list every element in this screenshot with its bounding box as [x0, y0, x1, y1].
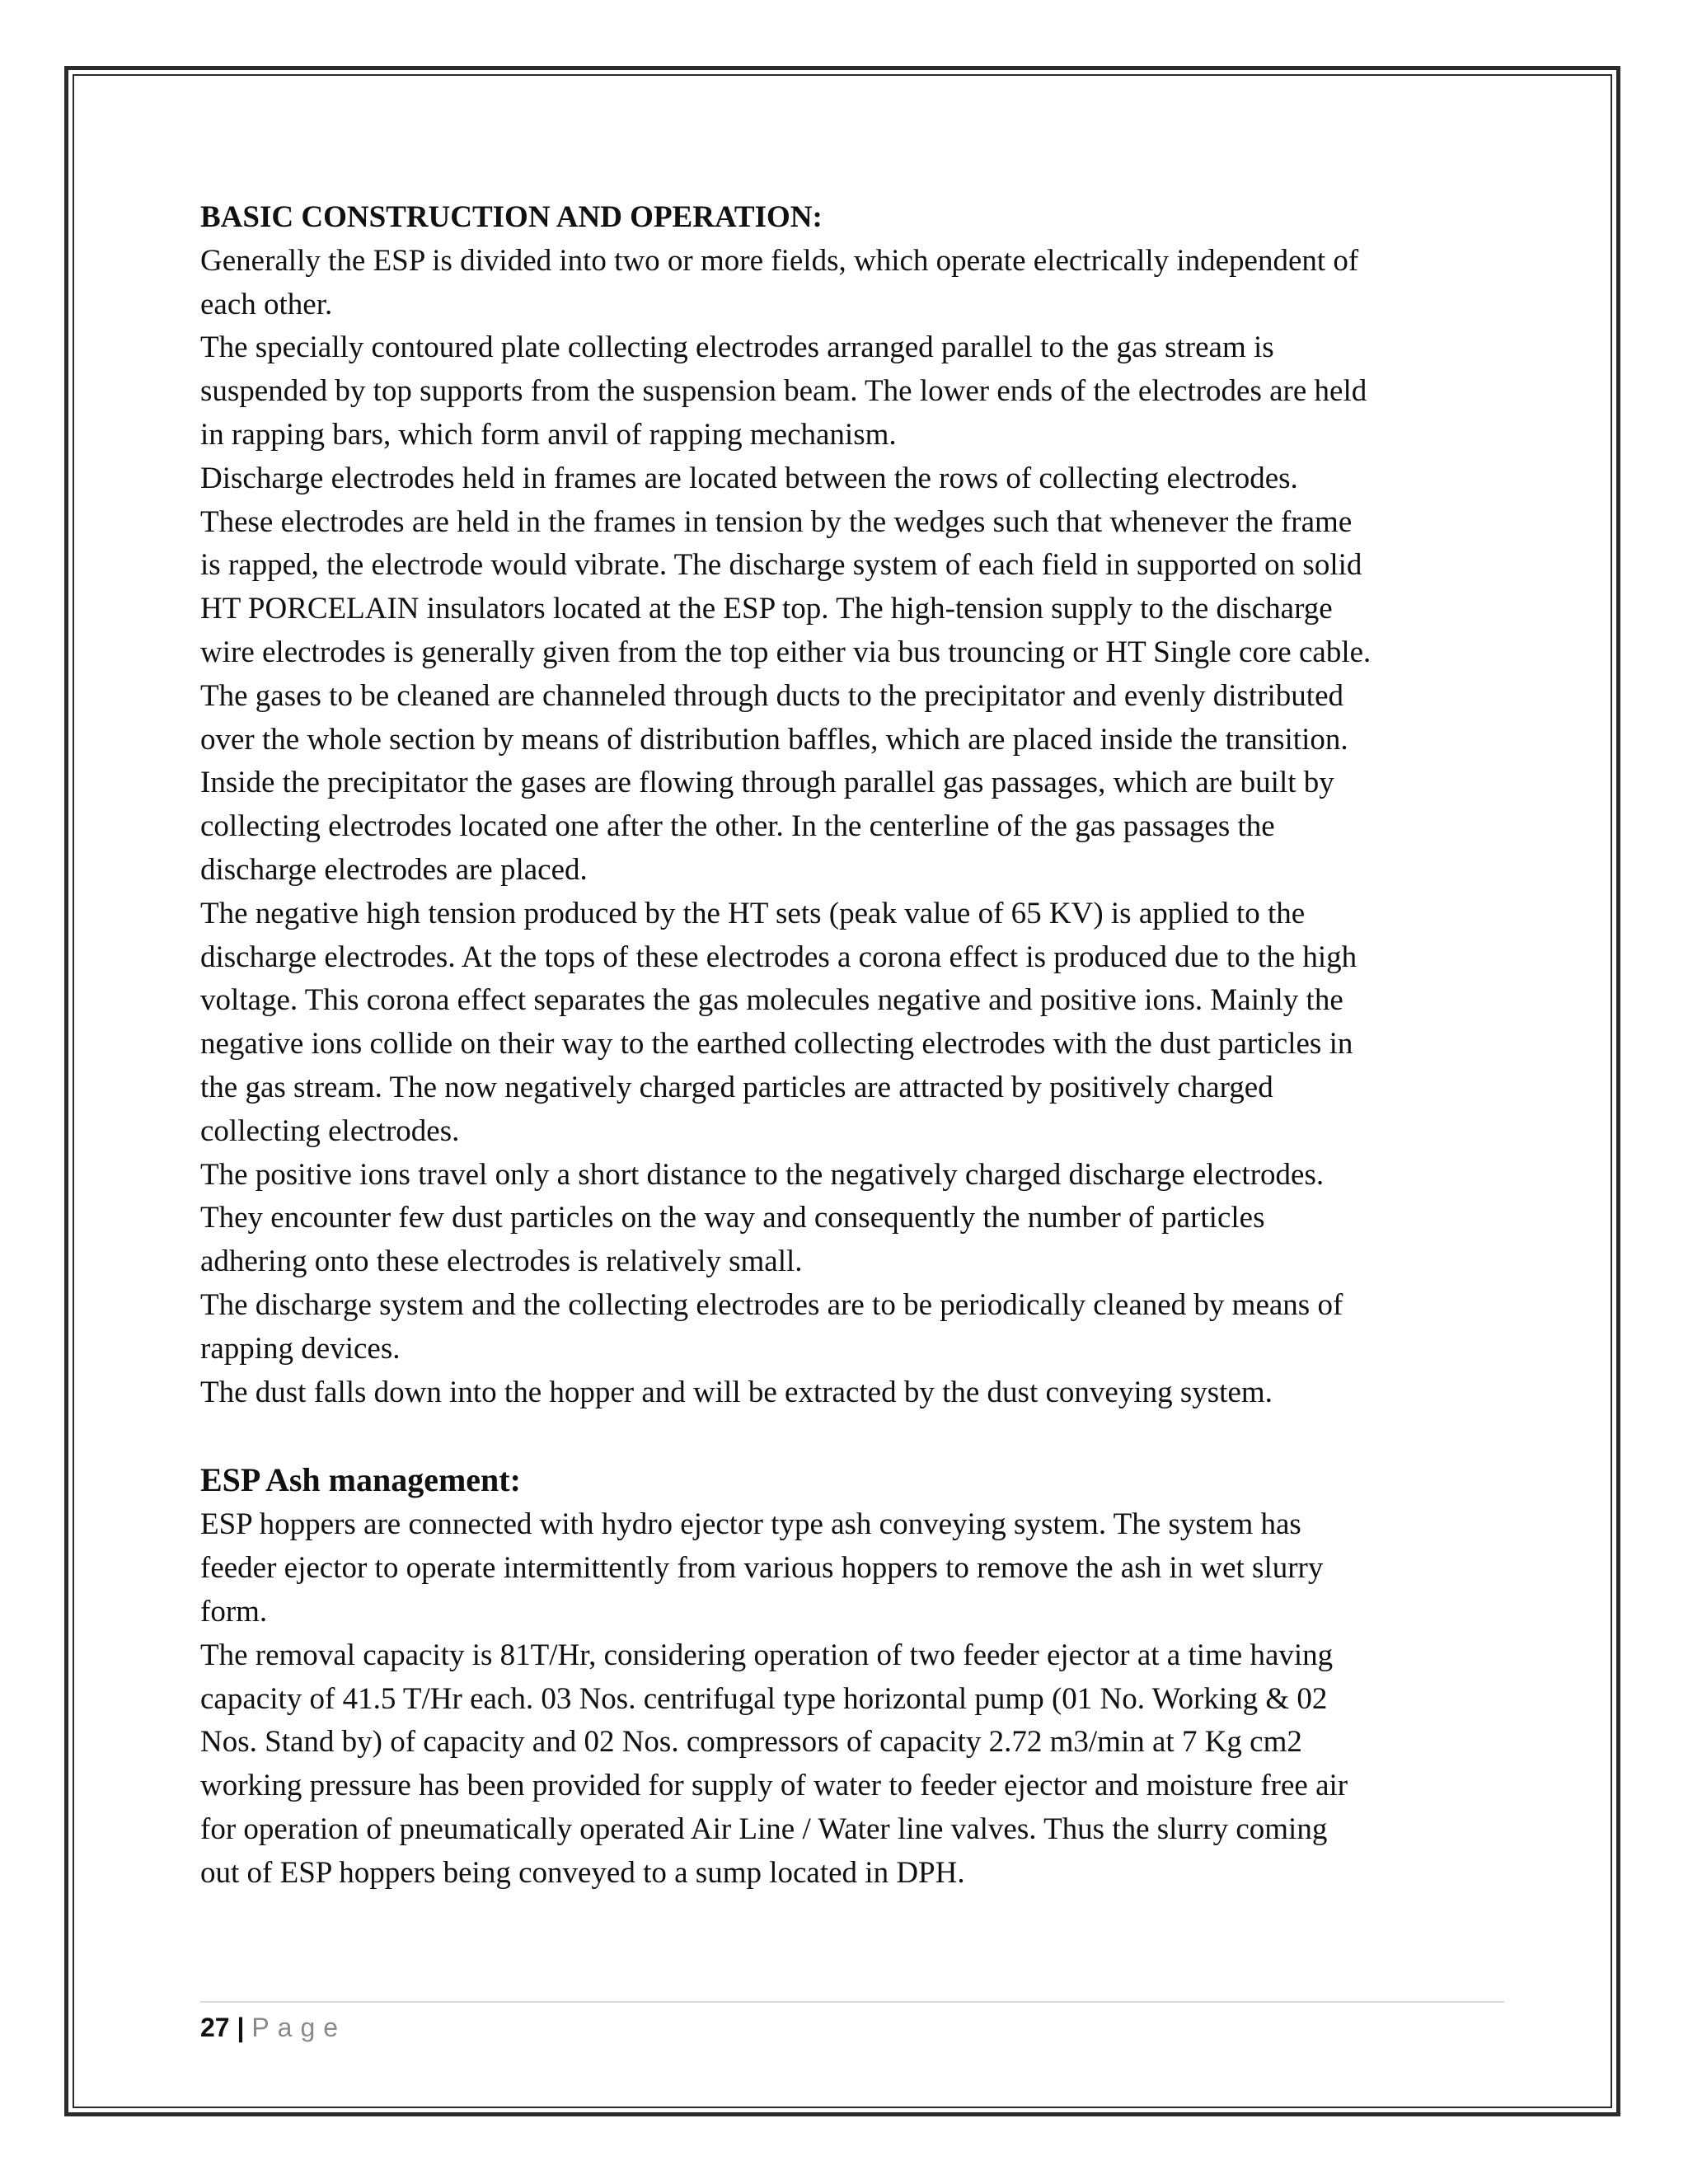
text-line: out of ESP hoppers being conveyed to a sump located in DPH.: [200, 1855, 965, 1890]
text-line: The discharge system and the collecting electrodes are to be periodically cleaned by means of: [200, 1287, 1343, 1322]
text-line: The gases to be cleaned are channeled through ducts to the precipitator and evenly distributed: [200, 678, 1343, 713]
page-number: 27: [200, 2013, 230, 2042]
text-line: Inside the precipitator the gases are flowing through parallel gas passages, which are built by: [200, 766, 1334, 800]
page-content: [200, 196, 1503, 1895]
footer-divider: [200, 2001, 1504, 2003]
text-line: feeder ejector to operate intermittently from various hoppers to remove the ash in wet slurry: [200, 1551, 1324, 1586]
section-body-basic-construction: [200, 240, 1503, 1415]
text-line: The dust falls down into the hopper and will be extracted by the dust conveying system.: [200, 1375, 1273, 1409]
page-label: Page: [251, 2013, 347, 2042]
text-line: wire electrodes is generally given from the top either via bus trouncing or HT Single core cable.: [200, 635, 1372, 669]
page-footer: [200, 2011, 346, 2044]
text-line: Generally the ESP is divided into two or more fields, which operate electrically independent of: [200, 243, 1359, 278]
text-line: These electrodes are held in the frames in tension by the wedges such that whenever the frame: [200, 504, 1353, 539]
text-line: in rapping bars, which form anvil of rapping mechanism.: [200, 417, 897, 452]
section-gap: [200, 1414, 1503, 1457]
text-line: They encounter few dust particles on the way and consequently the number of particles: [200, 1201, 1265, 1235]
text-line: for operation of pneumatically operated Air Line / Water line valves. Thus the slurry coming: [200, 1811, 1328, 1846]
text-line: The specially contoured plate collecting electrodes arranged parallel to the gas stream is: [200, 330, 1274, 365]
text-line: the gas stream. The now negatively charged particles are attracted by positively charged: [200, 1070, 1273, 1104]
text-line: capacity of 41.5 T/Hr each. 03 Nos. centrifugal type horizontal pump (01 No. Working & 02: [200, 1681, 1328, 1716]
section-heading-ash-management: ESP Ash management:: [200, 1461, 521, 1499]
text-line: rapping devices.: [200, 1331, 401, 1366]
text-line: form.: [200, 1594, 268, 1629]
text-line: The positive ions travel only a short distance to the negatively charged discharge electrodes.: [200, 1157, 1325, 1192]
text-line: Nos. Stand by) of capacity and 02 Nos. compressors of capacity 2.72 m3/min at 7 Kg cm2: [200, 1725, 1302, 1760]
text-line: collecting electrodes.: [200, 1113, 460, 1148]
text-line: The negative high tension produced by the HT sets (peak value of 65 KV) is applied to the: [200, 896, 1306, 930]
text-line: suspended by top supports from the suspension beam. The lower ends of the electrodes are held: [200, 374, 1367, 409]
text-line: collecting electrodes located one after the other. In the centerline of the gas passages the: [200, 809, 1275, 844]
text-line: HT PORCELAIN insulators located at the ESP top. The high-tension supply to the discharge: [200, 592, 1333, 626]
text-line: over the whole section by means of distribution baffles, which are placed inside the transition.: [200, 722, 1348, 757]
text-line: each other.: [200, 287, 333, 321]
text-line: discharge electrodes. At the tops of these electrodes a corona effect is produced due to the high: [200, 940, 1357, 974]
text-line: negative ions collide on their way to the earthed collecting electrodes with the dust particles in: [200, 1027, 1353, 1062]
text-line: ESP hoppers are connected with hydro ejector type ash conveying system. The system has: [200, 1507, 1301, 1542]
page-separator: |: [237, 2013, 245, 2042]
text-line: working pressure has been provided for supply of water to feeder ejector and moisture free air: [200, 1769, 1348, 1803]
section-heading-basic-construction: BASIC CONSTRUCTION AND OPERATION:: [200, 200, 823, 234]
text-line: adhering onto these electrodes is relatively small.: [200, 1244, 803, 1279]
text-line: The removal capacity is 81T/Hr, considering operation of two feeder ejector at a time having: [200, 1638, 1334, 1672]
section-body-ash-management: [200, 1503, 1503, 1895]
text-line: voltage. This corona effect separates the gas molecules negative and positive ions. Mainly the: [200, 983, 1343, 1018]
text-line: is rapped, the electrode would vibrate. The discharge system of each field in supported on solid: [200, 548, 1362, 583]
text-line: discharge electrodes are placed.: [200, 852, 588, 887]
text-line: Discharge electrodes held in frames are located between the rows of collecting electrodes.: [200, 461, 1298, 495]
